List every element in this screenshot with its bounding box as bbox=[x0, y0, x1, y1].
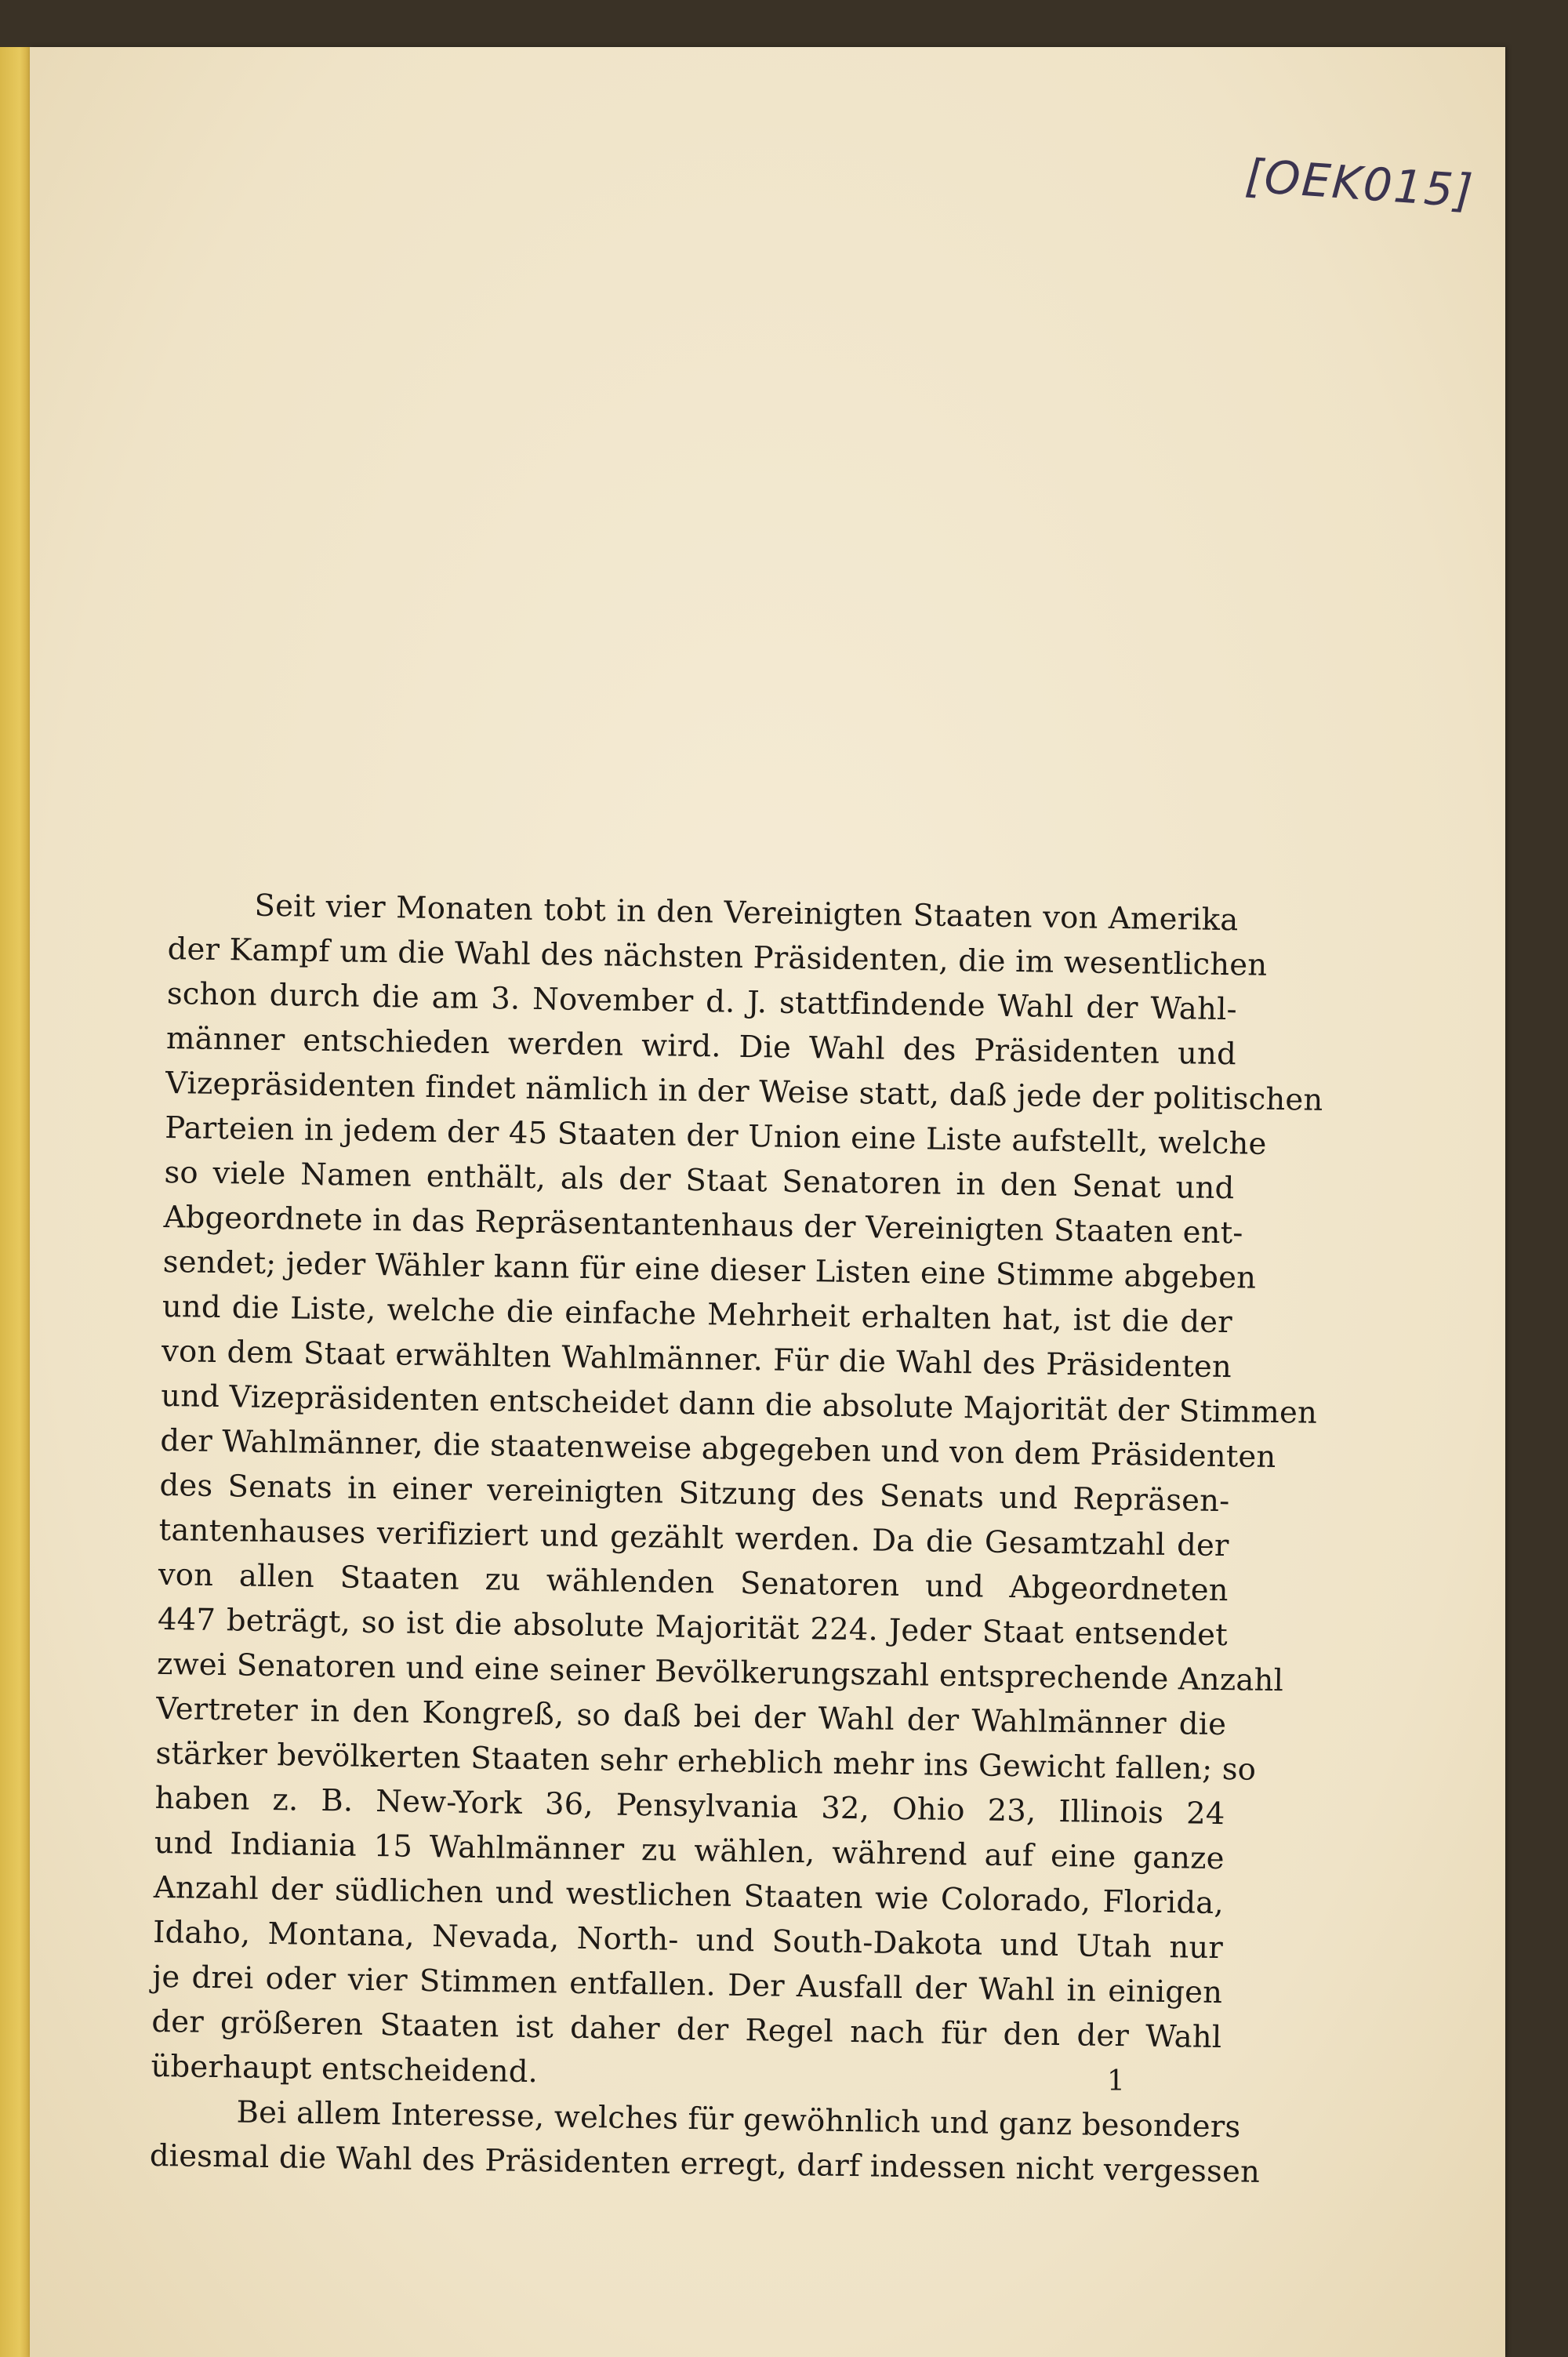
text-line: überhaupt entscheidend. bbox=[151, 2048, 539, 2090]
text-line: sendet; jeder Wähler kann für eine dieser Listen eine Stimme abgeben bbox=[162, 1244, 1257, 1296]
handwritten-shelfmark: [OEK015] bbox=[1243, 148, 1476, 219]
page-number: 1 bbox=[1107, 2065, 1125, 2097]
text-line: stärker bevölkerten Staaten sehr erheblich mehr ins Gewicht fallen; so bbox=[155, 1735, 1257, 1788]
text-line: diesmal die Wahl des Präsidenten erregt, darf indessen nicht vergessen bbox=[149, 2137, 1261, 2190]
text-line: und Vizepräsidenten entscheidet dann die absolute Majorität der Stimmen bbox=[160, 1378, 1318, 1431]
text-line: der Wahlmänner, die staatenweise abgegeben und von dem Präsidenten bbox=[160, 1422, 1276, 1476]
text-line: Abgeordnete in das Repräsentantenhaus der Vereinigten Staaten ent- bbox=[163, 1199, 1243, 1251]
text-line: Parteien in jedem der 45 Staaten der Union eine Liste aufstellt, welche bbox=[165, 1109, 1267, 1162]
text-line: Vizepräsidenten findet nämlich in der Weise statt, daß jede der politischen bbox=[165, 1065, 1323, 1118]
text-line: von allen Staaten zu wählenden Senatoren und Abgeordneten bbox=[158, 1556, 1229, 1609]
text-line: tantenhauses verifiziert und gezählt werden. Da die Gesamtzahl der bbox=[158, 1512, 1229, 1564]
text-line: von dem Staat erwählten Wahlmänner. Für die Wahl des Präsidenten bbox=[161, 1333, 1232, 1386]
text-line: und die Liste, welche die einfache Mehrheit erhalten hat, ist die der bbox=[162, 1288, 1233, 1341]
text-line: 447 beträgt, so ist die absolute Majorität 224. Jeder Staat entsendet bbox=[157, 1601, 1229, 1654]
text-line: des Senats in einer vereinigten Sitzung des Senats und Repräsen- bbox=[159, 1467, 1230, 1520]
text-line: Seit vier Monaten tobt in den Vereinigten Staaten von Amerika bbox=[254, 888, 1239, 939]
book-spine-edge bbox=[0, 47, 33, 2357]
text-line: haben z. B. New-York 36, Pensylvania 32, Ohio 23, Illinois 24 bbox=[154, 1780, 1225, 1832]
text-line: je drei oder vier Stimmen entfallen. Der Ausfall der Wahl in einigen bbox=[151, 1959, 1223, 2011]
text-line: Bei allem Interesse, welches für gewöhnlich und ganz besonders bbox=[236, 2094, 1241, 2145]
body-text bbox=[149, 882, 1323, 2194]
text-line: Vertreter in den Kongreß, so daß bei der Wahl der Wahlmänner die bbox=[156, 1691, 1227, 1743]
text-line: Idaho, Montana, Nevada, North- und South-Dakota und Utah nur bbox=[152, 1914, 1224, 1967]
text-line: männer entschieden werden wird. Die Wahl des Präsidenten und bbox=[165, 1020, 1237, 1073]
text-line: der größeren Staaten ist daher der Regel nach für den der Wahl bbox=[151, 2003, 1222, 2056]
text-line: schon durch die am 3. November d. J. stattfindende Wahl der Wahl- bbox=[166, 975, 1238, 1028]
text-line: Anzahl der südlichen und westlichen Staaten wie Colorado, Florida, bbox=[153, 1869, 1225, 1922]
text-line: der Kampf um die Wahl des nächsten Präsidenten, die im wesentlichen bbox=[167, 931, 1268, 983]
text-line: und Indiania 15 Wahlmänner zu wählen, während auf eine ganze bbox=[154, 1825, 1225, 1877]
text-line: zwei Senatoren und eine seiner Bevölkerungszahl entsprechende Anzahl bbox=[156, 1646, 1284, 1699]
text-line: so viele Namen enthält, als der Staat Senatoren in den Senat und bbox=[164, 1154, 1235, 1207]
